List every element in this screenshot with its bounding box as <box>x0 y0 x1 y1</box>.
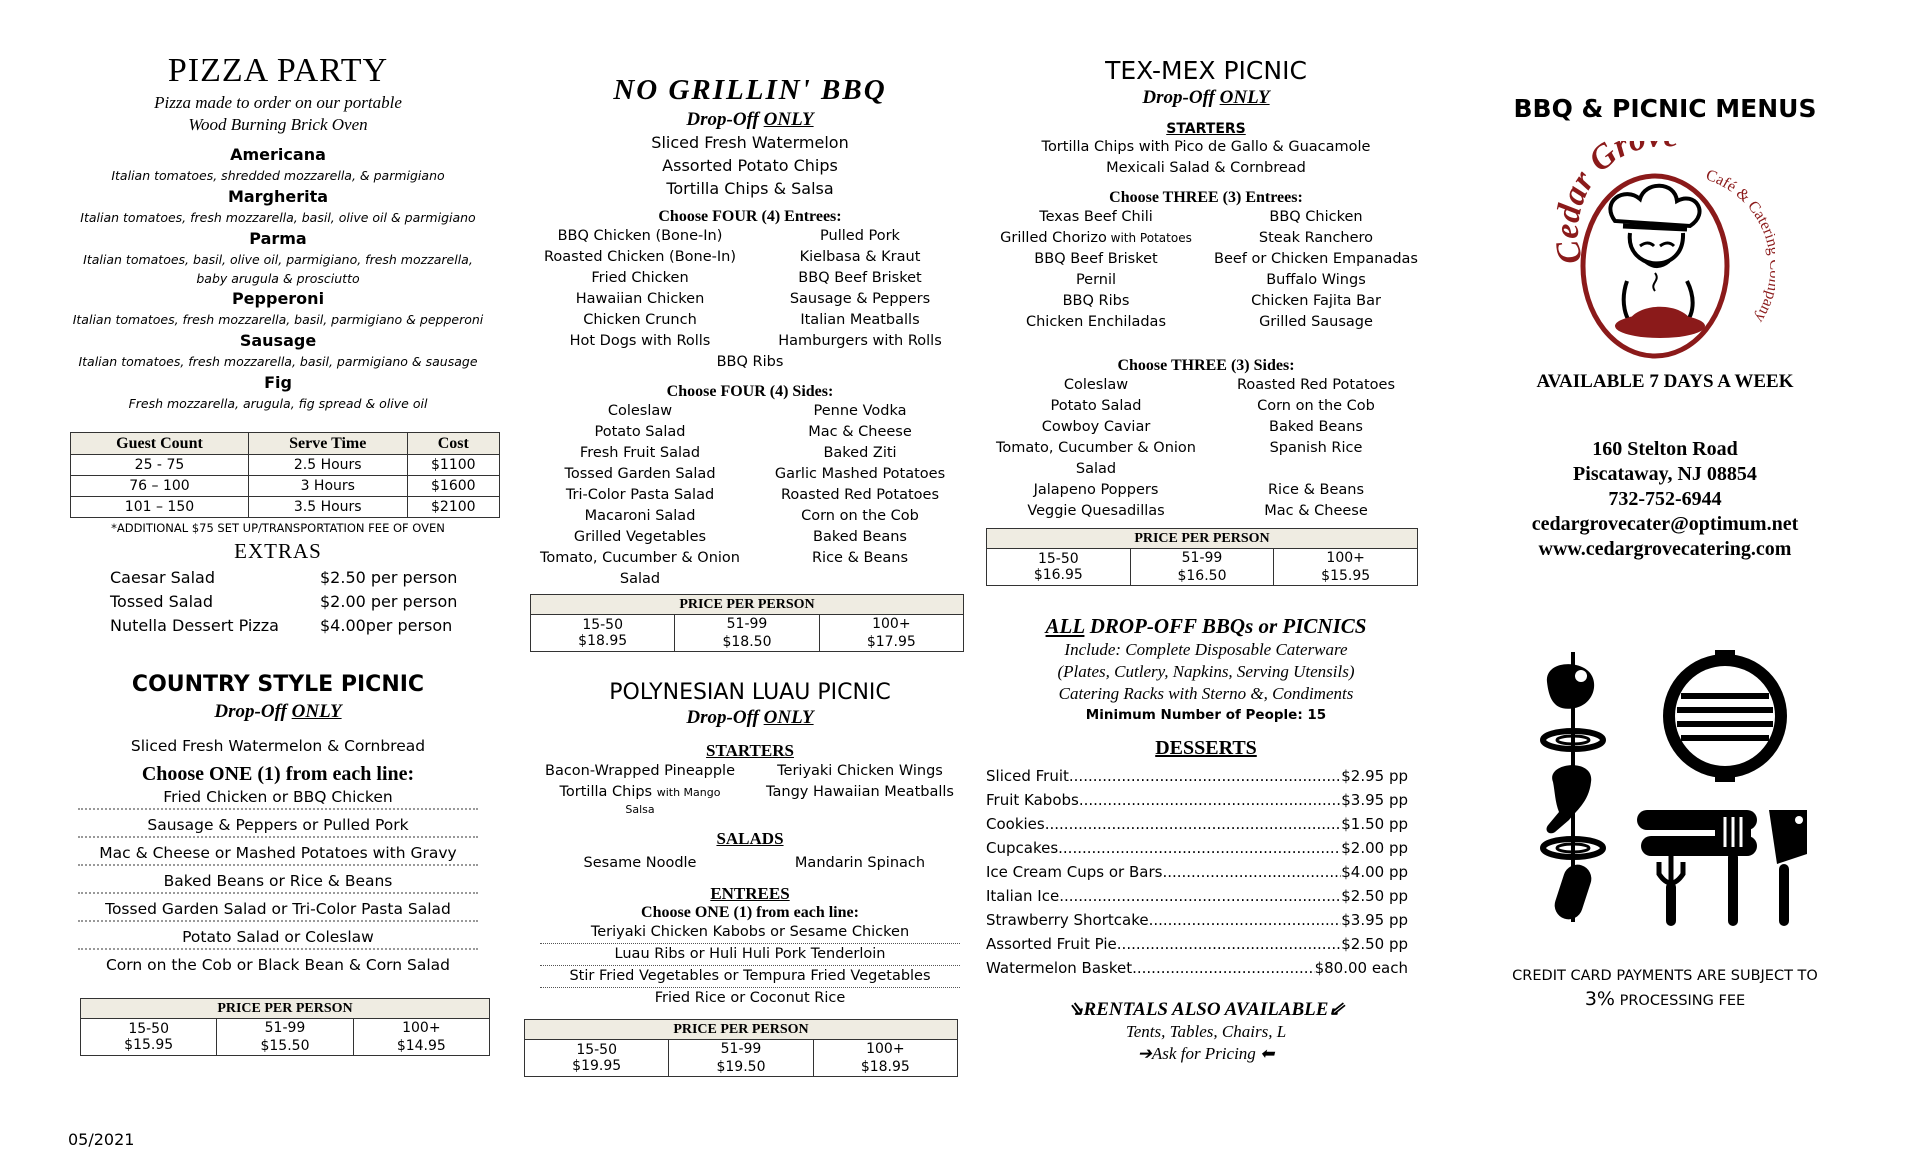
country-dropoff: Drop-Off ONLY <box>214 701 342 722</box>
bbq-tools-icon <box>1515 642 1815 932</box>
country-price-table <box>80 998 490 1056</box>
side-item: Macaroni Salad <box>584 508 696 524</box>
bbq-sides-title: Choose FOUR (4) Sides: <box>666 383 834 400</box>
price-title: PRICE PER PERSON <box>525 1020 958 1040</box>
starter-item: Tangy Hawaiian Meatballs <box>766 784 954 800</box>
list-item <box>78 814 478 838</box>
pizza-description-continued: baby arugula & prosciutto <box>196 271 360 286</box>
pizza-description: Italian tomatoes, fresh mozzarella, basil, olive oil & parmigiano <box>80 210 476 225</box>
intro-item: Assorted Potato Chips <box>662 156 838 175</box>
entree-item: Hamburgers with Rolls <box>778 333 942 349</box>
tier: 15-50 <box>987 549 1131 568</box>
luau-dropoff: Drop-Off ONLY <box>686 707 814 728</box>
country-lines <box>68 786 488 976</box>
bbq-intro <box>530 131 970 200</box>
tier: 100+ <box>813 1040 957 1059</box>
dessert-name: Ice Cream Cups or Bars <box>986 863 1163 881</box>
side-item: Roasted Red Potatoes <box>1236 377 1395 393</box>
dotted-divider <box>78 920 478 922</box>
address-line-2: Piscataway, NJ 08854 <box>1573 463 1757 485</box>
choice-line: Tossed Garden Salad or Tri-Color Pasta Salad <box>105 900 451 918</box>
side-item: Corn on the Cob <box>801 508 919 524</box>
extra-price: $4.00per person <box>320 616 453 635</box>
extras-list <box>68 566 488 638</box>
choice-line: Stir Fried Vegetables or Tempura Fried Vegetables <box>540 966 960 988</box>
list-item <box>78 870 478 894</box>
side-item: Coleslaw <box>1063 377 1129 393</box>
arrow-right-icon: ➔ <box>1137 1044 1152 1063</box>
pizza-title: PIZZA PARTY <box>167 52 389 89</box>
cc-notice-line-2: 3% PROCESSING FEE <box>1584 988 1746 1010</box>
entree-item: Grilled Chorizo with Potatoes <box>1000 230 1192 246</box>
side-item: Mac & Cheese <box>1264 503 1368 519</box>
dessert-price: $80.00 each <box>1314 959 1408 977</box>
side-item: Fresh Fruit Salad <box>579 445 701 461</box>
starter-item-continued: Salsa <box>625 803 655 816</box>
extra-item <box>68 566 488 590</box>
extra-item <box>68 614 488 638</box>
bbq-illustration <box>1515 642 1815 932</box>
dessert-item <box>986 764 1408 788</box>
choice-line: Sausage & Peppers or Pulled Pork <box>147 816 409 834</box>
choice-line: Luau Ribs or Huli Huli Pork Tenderloin <box>540 944 960 966</box>
pizza-price-table <box>70 432 500 518</box>
side-item: Spanish Rice <box>1269 440 1363 456</box>
starter-item: Teriyaki Chicken Wings <box>777 763 943 779</box>
table-cell: 76 – 100 <box>71 476 249 497</box>
table-cell: $2100 <box>407 497 499 518</box>
side-item: Grilled Vegetables <box>573 529 707 545</box>
price: $16.95 <box>987 567 1131 586</box>
dessert-item <box>986 836 1408 860</box>
dotted-divider <box>78 864 478 866</box>
salad-item: Mandarin Spinach <box>794 855 926 871</box>
table-cell: 101 – 150 <box>71 497 249 518</box>
pizza-name: Americana <box>230 145 326 164</box>
entree-item: Texas Beef Chili <box>1039 209 1153 225</box>
chef-logo-icon <box>1555 141 1775 361</box>
arrow-curve-icon: ⇙ <box>1328 999 1345 1020</box>
pizza-column <box>68 0 488 1056</box>
tier: 100+ <box>1274 549 1418 568</box>
price: $19.95 <box>525 1058 669 1077</box>
side-item: Tomato, Cucumber & Onion <box>996 440 1196 456</box>
price-title: PRICE PER PERSON <box>531 595 964 615</box>
side-item: Tri-Color Pasta Salad <box>565 487 715 503</box>
luau-title: POLYNESIAN LUAU PICNIC <box>609 680 891 705</box>
table-row <box>71 476 500 497</box>
phone: 732-752-6944 <box>1608 488 1722 510</box>
side-item: Rice & Beans <box>811 550 909 566</box>
entree-item: Grilled Sausage <box>1259 314 1373 330</box>
dessert-price: $2.95 pp <box>1341 767 1408 785</box>
extra-price: $2.50 per person <box>320 568 458 587</box>
dot-leader <box>1059 884 1341 908</box>
price: $15.95 <box>1274 567 1418 586</box>
price: $15.50 <box>217 1037 353 1056</box>
list-item <box>78 842 478 866</box>
dessert-name: Fruit Kabobs <box>986 791 1079 809</box>
side-item: Rice & Beans <box>1267 482 1365 498</box>
side-item: Cowboy Caviar <box>1041 419 1151 435</box>
svg-text:Cedar Grove: ar Gr <box>1555 141 1636 210</box>
tier: 15-50 <box>81 1019 217 1038</box>
luau-entrees-title: ENTREES <box>710 884 790 903</box>
dessert-price: $2.50 pp <box>1341 935 1408 953</box>
price: $14.95 <box>353 1037 489 1056</box>
dessert-name: Strawberry Shortcake <box>986 911 1149 929</box>
luau-choose: Choose ONE (1) from each line: <box>641 904 859 921</box>
price: $18.95 <box>531 633 675 652</box>
price: $15.95 <box>81 1037 217 1056</box>
side-item: Mac & Cheese <box>808 424 912 440</box>
dot-leader <box>1069 764 1341 788</box>
dessert-name: Cupcakes <box>986 839 1059 857</box>
website-link[interactable]: www.cedargrovecatering.com <box>1538 538 1792 560</box>
dessert-name: Cookies <box>986 815 1045 833</box>
side-item: Baked Beans <box>1269 419 1363 435</box>
side-item: Baked Beans <box>813 529 907 545</box>
price: $16.50 <box>1130 567 1274 586</box>
side-item: Salad <box>619 571 661 587</box>
dotted-divider <box>78 948 478 950</box>
dessert-price: $2.00 pp <box>1341 839 1408 857</box>
pizza-name: Fig <box>264 373 292 392</box>
table-row <box>71 455 500 476</box>
entree-item: Steak Ranchero <box>1258 230 1374 246</box>
dessert-item <box>986 908 1408 932</box>
entree-item: Hawaiian Chicken <box>575 291 705 307</box>
side-item: Jalapeno Poppers <box>1033 482 1159 498</box>
side-item: Penne Vodka <box>813 403 907 419</box>
luau-lines <box>530 922 970 1009</box>
price: $17.95 <box>819 633 963 652</box>
cc-notice-line-1: CREDIT CARD PAYMENTS ARE SUBJECT TO <box>1512 968 1818 984</box>
country-title: COUNTRY STYLE PICNIC <box>131 672 425 697</box>
list-item <box>78 954 478 976</box>
table-cell: $1100 <box>407 455 499 476</box>
info-line: Include: Complete Disposable Caterware <box>1064 640 1348 659</box>
address-line-1: 160 Stelton Road <box>1592 438 1738 460</box>
luau-starters <box>530 761 970 817</box>
side-item: Baked Ziti <box>823 445 897 461</box>
dessert-price: $1.50 pp <box>1341 815 1408 833</box>
sidebar <box>1480 0 1850 1010</box>
entree-item: Roasted Chicken (Bone-In) <box>543 249 736 265</box>
table-cell: $1600 <box>407 476 499 497</box>
choice-line: Baked Beans or Rice & Beans <box>163 872 393 890</box>
starter-item: Bacon-Wrapped Pineapple <box>545 763 735 779</box>
choice-line: Mac & Cheese or Mashed Potatoes with Gravy <box>99 844 457 862</box>
side-item <box>1206 459 1426 480</box>
dot-leader <box>1079 788 1341 812</box>
dot-leader <box>1058 836 1341 860</box>
entree-item: Beef or Chicken Empanadas <box>1214 251 1418 267</box>
pizza-name: Parma <box>249 229 307 248</box>
dotted-divider <box>78 892 478 894</box>
side-item: Potato Salad <box>1050 398 1142 414</box>
price-title: PRICE PER PERSON <box>987 529 1418 549</box>
side-item: Potato Salad <box>594 424 686 440</box>
dessert-item <box>986 932 1408 956</box>
extras-title: EXTRAS <box>234 539 322 563</box>
texmex-starters-title: STARTERS <box>1166 121 1246 137</box>
table-row <box>71 497 500 518</box>
dot-leader <box>1149 908 1342 932</box>
dessert-item <box>986 860 1408 884</box>
tier: 51-99 <box>1130 549 1274 568</box>
entree-item: Buffalo Wings <box>1266 272 1366 288</box>
price: $19.50 <box>669 1058 813 1077</box>
table-cell: 2.5 Hours <box>248 455 407 476</box>
pizza-description: Fresh mozzarella, arugula, fig spread & olive oil <box>128 396 428 411</box>
extra-price: $2.00 per person <box>320 592 458 611</box>
col-guest-count: Guest Count <box>71 433 249 455</box>
bbq-column <box>530 0 970 1077</box>
choice-line: Fried Chicken or BBQ Chicken <box>163 788 393 806</box>
side-item: Tomato, Cucumber & Onion <box>540 550 740 566</box>
tier: 51-99 <box>675 615 819 634</box>
choice-line: Potato Salad or Coleslaw <box>182 928 374 946</box>
dot-leader <box>1162 860 1341 884</box>
side-item: Veggie Quesadillas <box>1027 503 1165 519</box>
entree-note: with Potatoes <box>1106 231 1192 245</box>
availability: AVAILABLE 7 DAYS A WEEK <box>1536 371 1794 392</box>
tier: 51-99 <box>669 1040 813 1059</box>
texmex-price-table <box>986 528 1418 586</box>
side-item: Roasted Red Potatoes <box>780 487 939 503</box>
menu-date: 05/2021 <box>68 1130 135 1149</box>
dropoff-info-lines <box>986 639 1426 705</box>
entree-item: Pulled Pork <box>820 228 900 244</box>
pizza-subtitle-1: Pizza made to order on our portable <box>154 93 402 112</box>
dessert-name: Italian Ice <box>986 887 1060 905</box>
entree-item: Chicken Crunch <box>583 312 697 328</box>
entree-item: BBQ Beef Brisket <box>1034 251 1158 267</box>
texmex-starters <box>986 137 1426 179</box>
entree-item: BBQ Chicken <box>1269 209 1363 225</box>
table-cell: 3.5 Hours <box>248 497 407 518</box>
intro-item: Tortilla Chips & Salsa <box>666 179 834 198</box>
side-item: Salad <box>1075 461 1117 477</box>
entree-item: BBQ Ribs <box>1062 293 1130 309</box>
desserts-title: DESSERTS <box>1155 737 1257 759</box>
dessert-item <box>986 884 1408 908</box>
dotted-divider <box>78 836 478 838</box>
menus-title: BBQ & PICNIC MENUS <box>1513 94 1817 123</box>
texmex-sides <box>986 375 1426 522</box>
oven-fee-note: *ADDITIONAL $75 SET UP/TRANSPORTATION FEE OF OVEN <box>111 521 445 535</box>
entree-item: BBQ Beef Brisket <box>798 270 922 286</box>
col-cost: Cost <box>407 433 499 455</box>
bbq-entrees-title: Choose FOUR (4) Entrees: <box>658 208 842 225</box>
pizza-description: Italian tomatoes, fresh mozzarella, basil, parmigiano & sausage <box>78 354 478 369</box>
choice-line: Corn on the Cob or Black Bean & Corn Salad <box>105 956 451 974</box>
extra-name: Nutella Dessert Pizza <box>110 616 279 635</box>
texmex-title: TEX-MEX PICNIC <box>1105 56 1307 85</box>
texmex-column <box>986 0 1426 1065</box>
bbq-title: NO GRILLIN' BBQ <box>613 74 887 106</box>
starter-item: Tortilla Chips with Pico de Gallo & Guacamole <box>1041 139 1371 155</box>
entree-item: BBQ Chicken (Bone-In) <box>557 228 723 244</box>
pizza-list <box>68 144 488 414</box>
svg-text:Café & Catering Company: Café & Cate ny <box>1703 166 1775 326</box>
tier: 51-99 <box>217 1019 353 1038</box>
dessert-price: $2.50 pp <box>1341 887 1408 905</box>
dessert-name: Assorted Fruit Pie <box>986 935 1117 953</box>
dessert-item <box>986 812 1408 836</box>
list-item <box>78 926 478 950</box>
tier: 15-50 <box>531 615 675 634</box>
dessert-name: Sliced Fruit <box>986 767 1069 785</box>
dot-leader <box>1132 956 1314 980</box>
price: $18.95 <box>813 1058 957 1077</box>
extra-item <box>68 590 488 614</box>
rentals-line-1: Tents, Tables, Chairs, L <box>1125 1022 1287 1041</box>
tier: 100+ <box>819 615 963 634</box>
info-line: Catering Racks with Sterno &, Condiments <box>1058 684 1354 703</box>
side-item: Garlic Mashed Potatoes <box>774 466 946 482</box>
entree-item: Chicken Fajita Bar <box>1251 293 1381 309</box>
tier: 100+ <box>353 1019 489 1038</box>
luau-salads <box>530 853 970 874</box>
pizza-description: Italian tomatoes, basil, olive oil, parmigiano, fresh mozzarella, <box>83 252 473 267</box>
texmex-entrees-title: Choose THREE (3) Entrees: <box>1109 189 1303 206</box>
table-cell: 3 Hours <box>248 476 407 497</box>
texmex-dropoff: Drop-Off ONLY <box>1142 87 1270 108</box>
bbq-sides <box>530 401 970 590</box>
country-choose: Choose ONE (1) from each line: <box>141 763 415 785</box>
minimum-people: Minimum Number of People: 15 <box>1085 707 1327 723</box>
dot-leader <box>1117 932 1341 956</box>
table-cell: 25 - 75 <box>71 455 249 476</box>
desserts-list <box>986 764 1408 980</box>
extra-name: Tossed Salad <box>110 592 213 611</box>
choice-line: Fried Rice or Coconut Rice <box>654 990 846 1006</box>
luau-salads-title: SALADS <box>716 829 784 848</box>
entree-item: Chicken Enchiladas <box>1025 314 1166 330</box>
side-item: Corn on the Cob <box>1257 398 1375 414</box>
choice-line: Teriyaki Chicken Kabobs or Sesame Chicken <box>540 922 960 944</box>
dessert-name: Watermelon Basket <box>986 959 1133 977</box>
bbq-entree-last: BBQ Ribs <box>716 354 784 370</box>
extra-name: Caesar Salad <box>110 568 215 587</box>
bbq-price-table <box>530 594 964 652</box>
texmex-entrees <box>986 207 1426 333</box>
dessert-price: $4.00 pp <box>1341 863 1408 881</box>
bbq-dropoff: Drop-Off ONLY <box>686 109 814 130</box>
list-item <box>78 786 478 810</box>
entree-item: Pernil <box>1075 272 1117 288</box>
intro-item: Sliced Fresh Watermelon <box>651 133 849 152</box>
side-item: Tossed Garden Salad <box>564 466 716 482</box>
dessert-price: $3.95 pp <box>1341 791 1408 809</box>
texmex-sides-title: Choose THREE (3) Sides: <box>1117 357 1295 374</box>
price: $18.50 <box>675 633 819 652</box>
price-title: PRICE PER PERSON <box>81 999 490 1019</box>
starter-item: Mexicali Salad & Cornbread <box>1106 160 1306 176</box>
dot-leader <box>1045 812 1342 836</box>
rentals-title: ⇘RENTALS ALSO AVAILABLE⇙ <box>1067 999 1345 1020</box>
rentals-line-2: ➔Ask for Pricing ⬅ <box>1137 1044 1275 1063</box>
side-item: Coleslaw <box>607 403 673 419</box>
col-serve-time: Serve Time <box>248 433 407 455</box>
contact-block <box>1480 437 1850 562</box>
dessert-item <box>986 788 1408 812</box>
arrow-curve-icon: ⇘ <box>1067 999 1084 1020</box>
list-item <box>78 898 478 922</box>
tier: 15-50 <box>525 1040 669 1059</box>
entree-item: Hot Dogs with Rolls <box>569 333 711 349</box>
luau-starters-title: STARTERS <box>706 741 794 760</box>
country-intro: Sliced Fresh Watermelon & Cornbread <box>130 737 426 755</box>
cedar-grove-logo <box>1555 141 1775 361</box>
entree-item: Fried Chicken <box>591 270 689 286</box>
dotted-divider <box>78 808 478 810</box>
info-line: (Plates, Cutlery, Napkins, Serving Utensils) <box>1057 662 1355 681</box>
entree-item: Sausage & Peppers <box>789 291 931 307</box>
pizza-name: Margherita <box>227 187 329 206</box>
bbq-entrees <box>530 226 970 352</box>
email-link[interactable]: cedargrovecater@optimum.net <box>1531 513 1799 535</box>
dessert-price: $3.95 pp <box>1341 911 1408 929</box>
starter-item: Tortilla Chips with Mango <box>559 784 721 800</box>
entree-item: Kielbasa & Kraut <box>799 249 921 265</box>
pizza-subtitle-2: Wood Burning Brick Oven <box>188 115 368 134</box>
entree-item: Italian Meatballs <box>800 312 920 328</box>
pizza-description: Italian tomatoes, shredded mozzarella, & parmigiano <box>111 168 445 183</box>
pizza-name: Sausage <box>239 331 317 350</box>
pizza-name: Pepperoni <box>231 289 325 308</box>
dessert-item <box>986 956 1408 980</box>
pizza-description: Italian tomatoes, fresh mozzarella, basil, parmigiano & pepperoni <box>72 312 484 327</box>
salad-item: Sesame Noodle <box>583 855 697 871</box>
arrow-left-icon: ⬅ <box>1260 1044 1275 1063</box>
dropoff-info-title: ALL DROP-OFF BBQs or PICNICS <box>1045 614 1367 638</box>
luau-price-table <box>524 1019 958 1077</box>
